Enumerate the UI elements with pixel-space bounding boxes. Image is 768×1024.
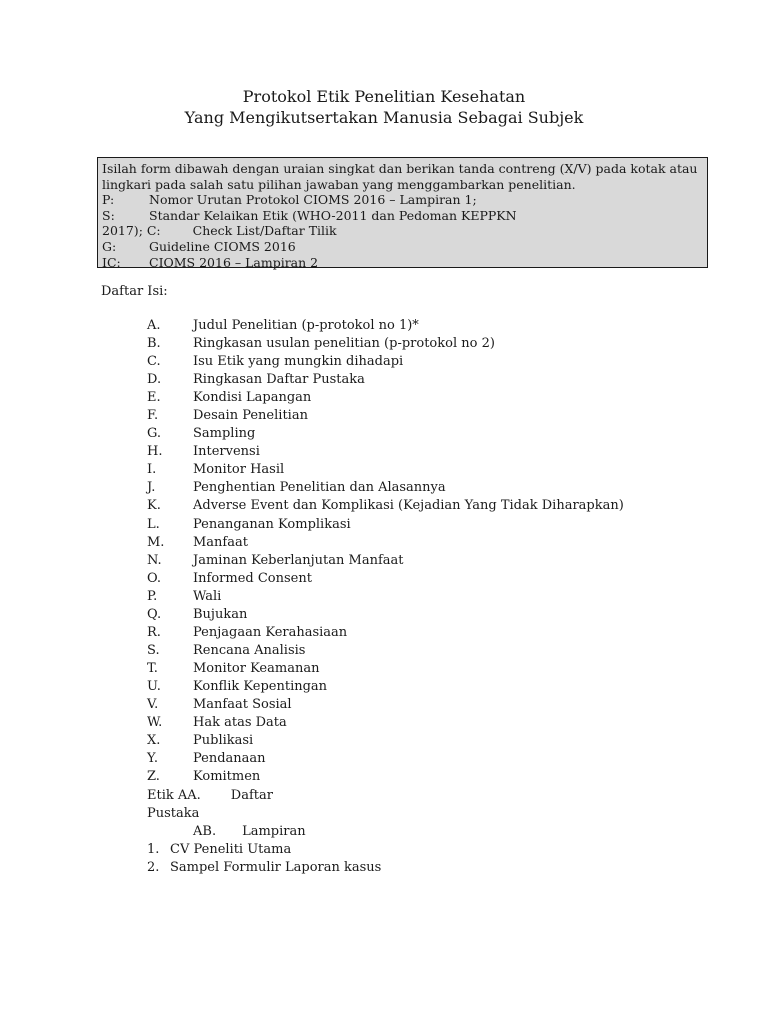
toc-item bbox=[147, 588, 624, 606]
toc-item bbox=[147, 461, 624, 479]
attachment-text: Sampel Formulir Laporan kasus bbox=[170, 860, 382, 875]
toc-item bbox=[147, 497, 624, 515]
toc-letter: I. bbox=[147, 462, 157, 478]
toc-letter: R. bbox=[147, 624, 161, 640]
toc-item-aa bbox=[147, 787, 273, 805]
legend-row-c bbox=[102, 223, 707, 239]
toc-text: Intervensi bbox=[193, 444, 260, 460]
toc-item bbox=[147, 534, 624, 552]
toc-item bbox=[147, 750, 624, 768]
toc-item bbox=[147, 317, 624, 335]
toc-letter: S. bbox=[147, 642, 160, 658]
toc-letter: N. bbox=[147, 552, 162, 568]
toc-item bbox=[147, 660, 624, 678]
toc-item bbox=[147, 479, 624, 497]
attachment-number: 2. bbox=[147, 860, 160, 875]
toc-item bbox=[147, 696, 624, 714]
document-title-line-2: Yang Mengikutsertakan Manusia Sebagai Subjek bbox=[184, 108, 584, 127]
toc-item bbox=[147, 516, 624, 534]
toc-text: Publikasi bbox=[193, 733, 254, 749]
toc-item-aa-continued: Pustaka bbox=[147, 806, 200, 821]
toc-item bbox=[147, 768, 624, 786]
toc-letter: L. bbox=[147, 516, 160, 532]
toc-letter: Y. bbox=[147, 751, 159, 767]
toc-text: Ringkasan usulan penelitian (p-protokol no 2) bbox=[193, 336, 495, 352]
attachment-number: 1. bbox=[147, 842, 160, 857]
toc-letter: J. bbox=[147, 480, 156, 496]
toc-text: Komitmen bbox=[193, 769, 261, 785]
legend-text: Check List/Daftar Tilik bbox=[192, 223, 337, 239]
toc-text: Sampling bbox=[193, 426, 256, 442]
toc-item bbox=[147, 443, 624, 461]
toc-text: Hak atas Data bbox=[193, 715, 287, 731]
toc-letter: E. bbox=[147, 390, 161, 406]
instructions-box bbox=[97, 157, 708, 268]
toc-text: Pendanaan bbox=[193, 751, 266, 767]
toc-item-ab bbox=[193, 823, 306, 841]
legend-code: P: bbox=[102, 192, 115, 208]
toc-text: Rencana Analisis bbox=[193, 642, 306, 658]
toc-text: Manfaat bbox=[193, 534, 248, 550]
toc-text: Konflik Kepentingan bbox=[193, 678, 328, 694]
toc-item bbox=[147, 678, 624, 696]
toc-item bbox=[147, 407, 624, 425]
toc-item bbox=[147, 642, 624, 660]
toc-letter: M. bbox=[147, 534, 165, 550]
legend-code: S: bbox=[102, 207, 115, 223]
toc-text: Desain Penelitian bbox=[193, 408, 308, 424]
legend-code: IC: bbox=[102, 254, 121, 270]
toc-text: Monitor Keamanan bbox=[193, 660, 320, 676]
toc-letter: T. bbox=[147, 660, 158, 676]
toc-text: Isu Etik yang mungkin dihadapi bbox=[193, 354, 404, 370]
toc-text: Informed Consent bbox=[193, 570, 312, 586]
toc-letter: P. bbox=[147, 588, 158, 604]
attachment-item bbox=[147, 859, 381, 877]
toc-item bbox=[147, 732, 624, 750]
toc-text: Judul Penelitian (p-protokol no 1)* bbox=[193, 318, 419, 333]
toc-letter: V. bbox=[147, 696, 159, 712]
toc-letter: B. bbox=[147, 336, 161, 352]
toc-letter: C. bbox=[147, 354, 161, 370]
attachment-text: CV Peneliti Utama bbox=[170, 842, 292, 857]
toc-aa-prefix: Etik AA. bbox=[147, 788, 201, 803]
toc-letter: X. bbox=[147, 733, 161, 749]
table-of-contents bbox=[147, 317, 624, 786]
toc-ab-letter: AB. bbox=[193, 824, 217, 839]
toc-text: Kondisi Lapangan bbox=[193, 390, 312, 406]
toc-item bbox=[147, 714, 624, 732]
toc-letter: F. bbox=[147, 408, 159, 424]
toc-letter: Q. bbox=[147, 606, 162, 622]
toc-text: Bujukan bbox=[193, 606, 248, 622]
toc-text: Ringkasan Daftar Pustaka bbox=[193, 372, 365, 388]
legend-text: CIOMS 2016 – Lampiran 2 bbox=[149, 254, 319, 270]
toc-text: Jaminan Keberlanjutan Manfaat bbox=[193, 552, 404, 568]
toc-letter: W. bbox=[147, 715, 163, 731]
toc-text: Manfaat Sosial bbox=[193, 696, 292, 712]
toc-text: Penanganan Komplikasi bbox=[193, 516, 351, 532]
toc-item bbox=[147, 624, 624, 642]
toc-letter: O. bbox=[147, 570, 162, 586]
legend-row-s bbox=[102, 208, 707, 224]
instructions-line-1: Isilah form dibawah dengan uraian singkat dan berikan tanda contreng (X/V) pada kotak atau bbox=[102, 161, 698, 176]
legend-text: Standar Kelaikan Etik (WHO-2011 dan Pedoman KEPPKN bbox=[149, 207, 517, 223]
toc-item bbox=[147, 570, 624, 588]
legend-code: 2017); C: bbox=[102, 223, 161, 239]
toc-text: Wali bbox=[193, 588, 222, 604]
legend-code: G: bbox=[102, 238, 117, 254]
toc-text: Monitor Hasil bbox=[193, 462, 285, 478]
toc-text: Penghentian Penelitian dan Alasannya bbox=[193, 480, 446, 496]
toc-letter: G. bbox=[147, 426, 162, 442]
instructions-line-2: lingkari pada salah satu pilihan jawaban yang menggambarkan penelitian. bbox=[102, 176, 576, 192]
toc-letter: H. bbox=[147, 444, 163, 460]
toc-aa-text: Daftar bbox=[230, 788, 273, 803]
toc-letter: Z. bbox=[147, 769, 160, 785]
toc-item bbox=[147, 389, 624, 407]
toc-item bbox=[147, 353, 624, 371]
toc-item bbox=[147, 425, 624, 443]
toc-heading: Daftar Isi: bbox=[101, 284, 168, 299]
toc-item bbox=[147, 335, 624, 353]
legend-text: Nomor Urutan Protokol CIOMS 2016 – Lampiran 1; bbox=[149, 192, 477, 208]
toc-text: Adverse Event dan Komplikasi (Kejadian Yang Tidak Diharapkan) bbox=[193, 498, 624, 514]
toc-item bbox=[147, 552, 624, 570]
toc-letter: D. bbox=[147, 372, 162, 388]
toc-text: Penjagaan Kerahasiaan bbox=[193, 624, 348, 640]
legend-row-p bbox=[102, 192, 707, 208]
toc-item bbox=[147, 606, 624, 624]
toc-item bbox=[147, 371, 624, 389]
toc-ab-text: Lampiran bbox=[242, 824, 306, 839]
toc-letter: U. bbox=[147, 678, 161, 694]
legend-row-ic bbox=[102, 255, 707, 271]
toc-letter: K. bbox=[147, 498, 161, 514]
document-title-line-1: Protokol Etik Penelitian Kesehatan bbox=[242, 87, 526, 106]
attachment-item bbox=[147, 841, 291, 859]
legend-text: Guideline CIOMS 2016 bbox=[149, 238, 296, 254]
legend-row-g bbox=[102, 239, 707, 255]
toc-letter: A. bbox=[147, 318, 161, 333]
